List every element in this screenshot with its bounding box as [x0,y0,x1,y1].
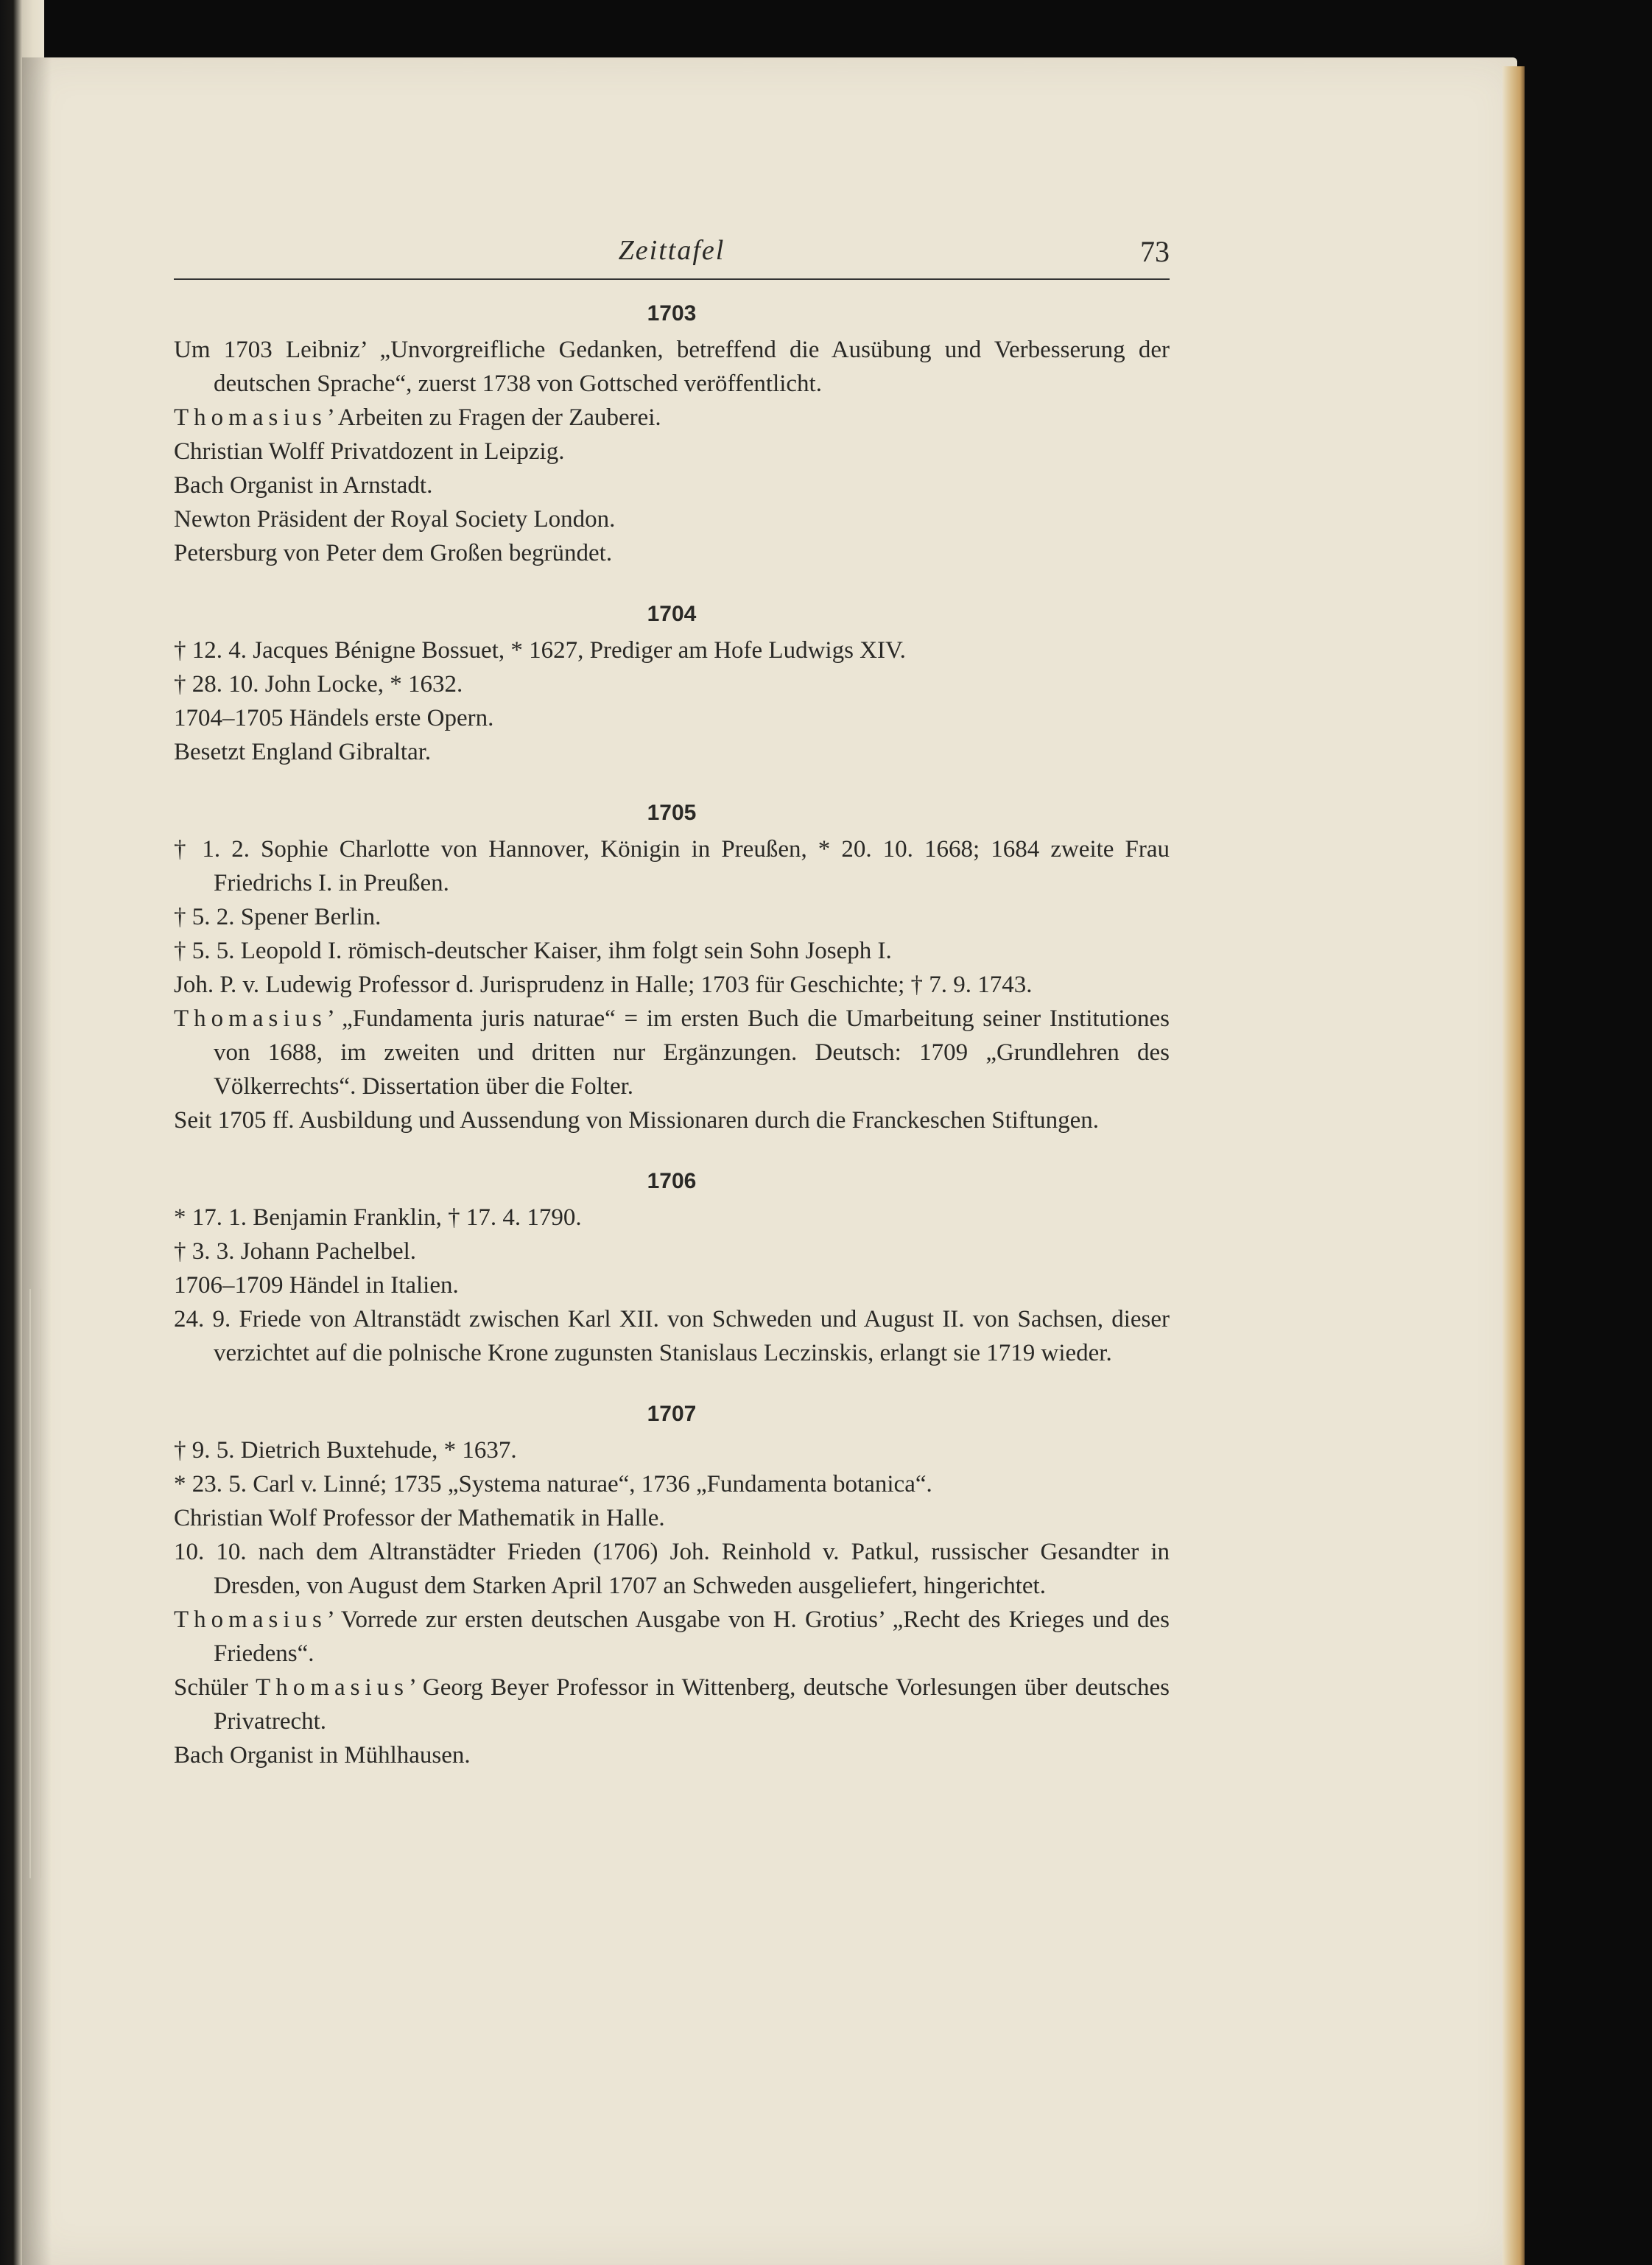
year-section [174,289,1170,570]
entry-text: † 3. 3. Johann Pachelbel. [174,1238,417,1265]
chronology-entry [174,1501,1170,1535]
page-number: 73 [1140,235,1170,268]
entry-text: † 12. 4. Jacques Bénigne Bossuet, * 1627, Prediger am Hofe Ludwigs XIV. [174,637,906,664]
entry-text: Joh. P. v. Ludewig Professor d. Jurisprudenz in Halle; 1703 für Geschichte; † 7. 9. 1743. [174,972,1033,998]
chronology-entry [174,1603,1170,1671]
running-title: Zeittafel [618,235,725,266]
year-heading: 1703 [647,301,697,326]
entry-text: ’ „Fundamenta juris naturae“ = im ersten Buch die Umarbeitung seiner Institutiones von 1688, im zweiten und dritten nur Ergänzungen. Deutsch: 1709 „Grundlehren des Völkerrechts“. Dissertation über die Folter. [214,1005,1170,1100]
chronology-entry [174,333,1170,401]
entry-text: † 1. 2. Sophie Charlotte von Hannover, Königin in Preußen, * 20. 10. 1668; 1684 zweite Frau Friedrichs I. in Preußen. [174,836,1170,896]
chronology-entry [174,468,1170,502]
entry-text: Newton Präsident der Royal Society London. [174,506,616,533]
entry-text: Christian Wolff Privatdozent in Leipzig. [174,438,565,465]
year-heading: 1706 [647,1169,697,1193]
chronology-entry [174,1201,1170,1235]
entry-text: Schüler [174,1674,256,1701]
entry-text: 1706–1709 Händel in Italien. [174,1272,459,1299]
entry-text: Petersburg von Peter dem Großen begründet. [174,540,613,566]
chronology-entry [174,502,1170,536]
year-section [174,1389,1170,1772]
chronology-entry [174,1738,1170,1772]
year-heading: 1707 [647,1402,697,1426]
binding-thread [29,1289,41,1878]
page-edge [1502,66,1525,2265]
entry-text: 1704–1705 Händels erste Opern. [174,705,494,731]
entry-text: 24. 9. Friede von Altranstädt zwischen Karl XII. von Schweden und August II. von Sachsen, dieser verzichtet auf die polnische Krone zugunsten Stanislaus Leczinskis, erlangt sie 1719 wieder. [174,1306,1170,1366]
year-heading: 1704 [647,602,697,626]
chronology-entry [174,735,1170,769]
entry-text: † 9. 5. Dietrich Buxtehude, * 1637. [174,1437,517,1464]
entry-text: ’ Arbeiten zu Fragen der Zauberei. [326,404,661,431]
chronology-entry [174,1433,1170,1467]
spine-shadow [22,57,52,2265]
chronology-entry [174,667,1170,701]
entry-text: * 17. 1. Benjamin Franklin, † 17. 4. 1790. [174,1204,582,1231]
year-heading: 1705 [647,801,697,825]
year-section [174,589,1170,769]
chronology-entry [174,401,1170,435]
entry-text: † 5. 5. Leopold I. römisch-deutscher Kaiser, ihm folgt sein Sohn Joseph I. [174,938,892,964]
chronology-entry [174,968,1170,1002]
year-section [174,788,1170,1137]
entry-text: ’ Vorrede zur ersten deutschen Ausgabe von H. Grotius’ „Recht des Krieges und des Friedens“. [214,1606,1170,1667]
entry-text: * 23. 5. Carl v. Linné; 1735 „Systema naturae“, 1736 „Fundamenta botanica“. [174,1471,932,1497]
entry-text: Besetzt England Gibraltar. [174,739,432,765]
chronology-entry [174,435,1170,468]
chronology-entry [174,1002,1170,1103]
chronology-entry [174,536,1170,570]
entry-text: 10. 10. nach dem Altranstädter Frieden (1706) Joh. Reinhold v. Patkul, russischer Gesandter in Dresden, von August dem Starken April 1707 an Schweden ausgeliefert, hingerichtet. [174,1539,1170,1599]
year-section [174,1156,1170,1370]
spaced-name: Thomasius [174,404,327,431]
entry-text: Seit 1705 ff. Ausbildung und Aussendung von Missionaren durch die Franckeschen Stiftungen. [174,1107,1100,1134]
chronology-entry [174,701,1170,735]
entry-text: † 28. 10. John Locke, * 1632. [174,671,463,698]
entry-text: ’ Georg Beyer Professor in Wittenberg, deutsche Vorlesungen über deutsches Privatrecht. [214,1674,1170,1735]
chronology-entry [174,1671,1170,1738]
entry-text: Bach Organist in Arnstadt. [174,472,433,499]
spaced-name: Thomasius [174,1606,327,1633]
entry-text: † 5. 2. Spener Berlin. [174,904,382,930]
chronology-entry [174,1235,1170,1268]
chronology-entry [174,1268,1170,1302]
chronology-entry [174,1103,1170,1137]
spaced-name: Thomasius [174,1005,327,1032]
entry-text: Christian Wolf Professor der Mathematik in Halle. [174,1505,665,1531]
chronology-entry [174,934,1170,968]
chronology-content [174,289,1170,1791]
chronology-entry [174,1302,1170,1370]
chronology-entry [174,900,1170,934]
chronology-entry [174,633,1170,667]
chronology-entry [174,1535,1170,1603]
spaced-name: Thomasius [256,1674,409,1701]
running-header [174,234,1170,280]
chronology-entry [174,832,1170,900]
entry-text: Bach Organist in Mühlhausen. [174,1742,471,1769]
entry-text: Um 1703 Leibniz’ „Unvorgreifliche Gedanken, betreffend die Ausübung und Verbesserung der deutschen Sprache“, zuerst 1738 von Gottsched veröffentlicht. [174,337,1170,397]
chronology-entry [174,1467,1170,1501]
